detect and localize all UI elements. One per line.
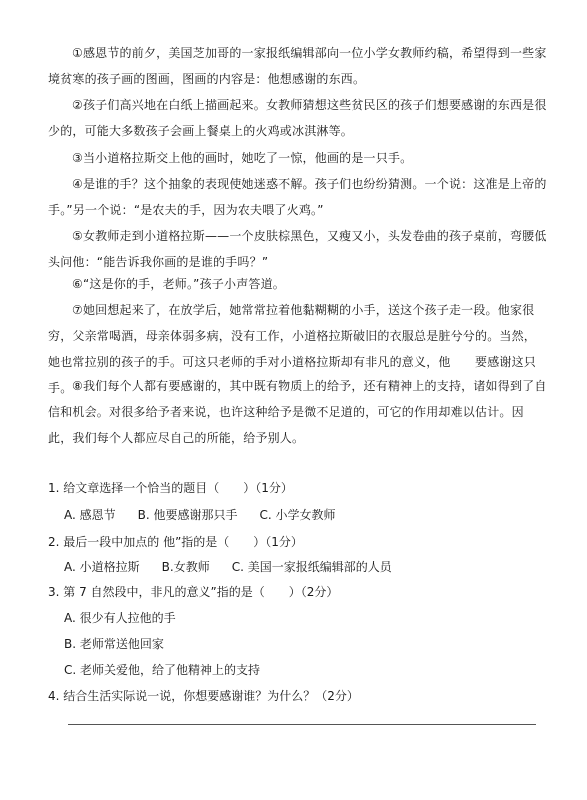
question-1-option-c: C. 小学女教师 [259,508,336,522]
passage-paragraph-8: ⑧我们每个人都有要感谢的，其中既有物质上的给予，还有精神上的支持，诸如得到了自信和机会。对很多给予者来说，也许这种给予是微不足道的，可它的作用却难以估计。因此，我们每个人都应尽自己的所能，给予别人。 [48,379,547,445]
passage-paragraph-5: ⑤女教师走到小道格拉斯——一个皮肤棕黑色，又瘦又小，头发卷曲的孩子桌前，弯腰低头问他：“能告诉我你画的是谁的手吗？” [48,229,547,269]
question-2-option-b: B.女教师 [161,560,210,574]
passage-paragraph-1: ①感恩节的前夕，美国芝加哥的一家报纸编辑部向一位小学女教师约稿，希望得到一些家境贫寒的孩子画的图画，图画的内容是：他想感谢的东西。 [48,46,547,86]
question-2-text: 2. 最后一段中加点的 他”指的是（ ）（1分） [48,535,303,549]
question-3-option-c: C. 老师关爱他，给了他精神上的支持 [64,663,261,677]
question-3-option-a: A. 很少有人拉他的手 [64,611,176,625]
question-1-options [64,506,336,524]
question-3-option-b: B. 老师常送他回家 [64,637,164,651]
passage-paragraph-6: ⑥“这是你的手，老师。”孩子小声答道。 [72,277,285,291]
passage-paragraph-2: ②孩子们高兴地在白纸上描画起来。女教师猜想这些贫民区的孩子们想要感谢的东西是很少的，可能大多数孩子会画上餐桌上的火鸡或冰淇淋等。 [48,98,547,138]
question-2-option-c: C. 美国一家报纸编辑部的人员 [231,560,392,574]
passage-paragraph-7: ⑦她回想起来了，在放学后，她常常拉着他黏糊糊的小手，送这个孩子走一段。他家很穷，父亲常喝酒，母亲体弱多病，没有工作，小道格拉斯破旧的衣服总是脏兮兮的。当然，她也常拉别的孩子的手。可这只老师的手对小道格拉斯却有非凡的意义，他 要感谢这只手。 [48,303,537,395]
passage-paragraph-4: ④是谁的手？这个抽象的表现使她迷惑不解。孩子们也纷纷猜测。一个说：这准是上帝的手。”另一个说：“是农夫的手，因为农夫喂了火鸡。” [48,177,547,217]
question-1-option-a: A. 感恩节 [64,508,116,522]
question-2-option-a: A. 小道格拉斯 [64,560,140,574]
question-1-option-b: B. 他要感谢那只手 [137,508,238,522]
passage-paragraph-3: ③当小道格拉斯交上他的画时，她吃了一惊，他画的是一只手。 [72,151,413,165]
question-3-text: 3. 第 7 自然段中，非凡的意义”指的是（ ）（2分） [48,585,339,599]
question-4-text: 4. 结合生活实际说一说，你想要感谢谁？为什么？（2分） [48,689,359,703]
question-2-options [64,558,392,576]
answer-line[interactable] [68,724,536,725]
question-1-text: 1. 给文章选择一个恰当的题目（ ）（1分） [48,481,293,495]
